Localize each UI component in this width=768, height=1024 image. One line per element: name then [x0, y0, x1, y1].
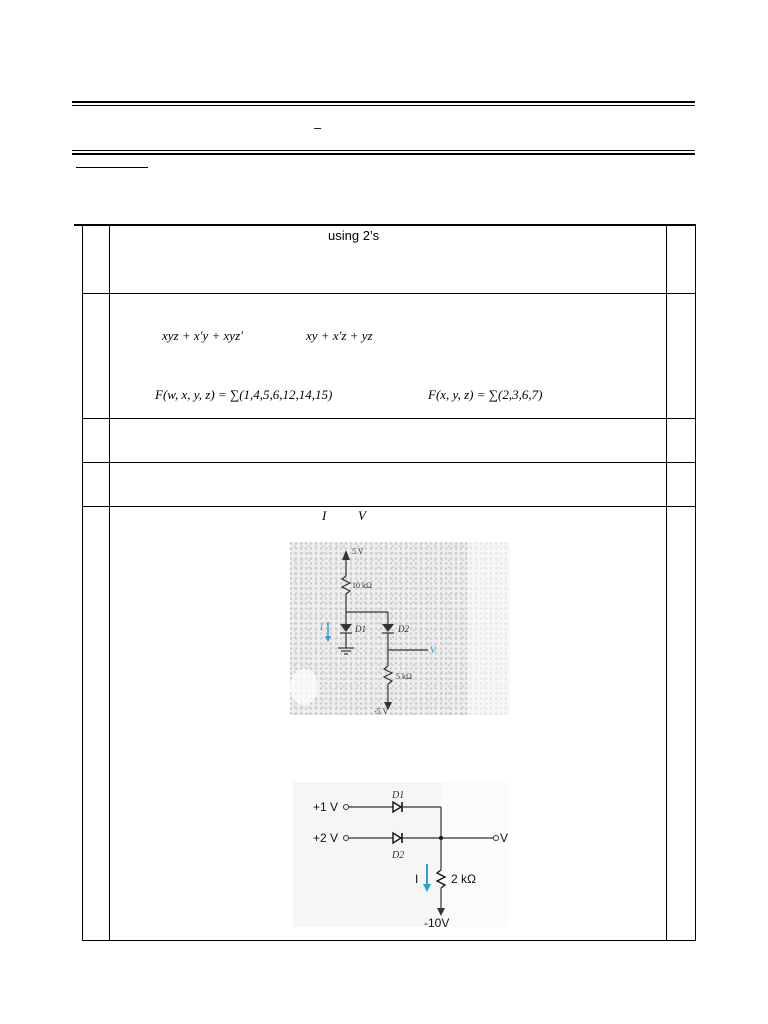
q4-mark-cell — [667, 463, 696, 507]
c2-input1: +1 V — [313, 800, 339, 814]
c2-supply: -10V — [424, 916, 450, 927]
c1-bottom-supply: -5 V — [374, 707, 389, 715]
q1-mark-cell — [667, 226, 696, 294]
header-top-rule-2 — [72, 105, 695, 106]
q2-function-b: F(x, y, z) = ∑(2,3,6,7) — [428, 387, 543, 402]
q2-mark-cell — [667, 294, 696, 419]
q4-content-cell — [110, 463, 667, 507]
q3-content-cell — [110, 419, 667, 463]
header-underline-short — [76, 167, 148, 168]
header-top-rule-1 — [72, 101, 695, 103]
q1-number-cell — [83, 226, 110, 294]
header-bottom-rule-1 — [72, 150, 695, 151]
q3-number-cell — [83, 419, 110, 463]
q5-content-cell — [110, 507, 667, 941]
q5-number-cell — [83, 507, 110, 941]
c1-top-supply: 5 V — [352, 547, 364, 556]
c1-top-resistor: 10 kΩ — [352, 581, 372, 590]
q5-label-v: V — [358, 508, 366, 523]
q1-text: using 2’s — [328, 228, 380, 243]
header-bottom-rule-2 — [72, 153, 695, 155]
q5-mark-cell — [667, 507, 696, 941]
header-dash: – — [314, 120, 322, 135]
c1-bottom-resistor: 5 kΩ — [396, 672, 412, 681]
circuit-1-schematic — [290, 542, 510, 715]
questions-table — [82, 225, 696, 941]
c2-diode2: D2 — [392, 850, 405, 861]
circuit-2-figure — [293, 782, 509, 927]
q5-label-i: I — [322, 508, 327, 523]
q2-number-cell — [83, 294, 110, 419]
q2-expression-a: xyz + x′y + xyz′ — [162, 328, 243, 343]
c2-diode1: D1 — [392, 790, 405, 801]
circuit-2-schematic — [293, 782, 509, 927]
c2-current: I — [415, 872, 419, 886]
q2-expression-b: xy + x′z + yz — [306, 328, 373, 343]
c1-output: V — [430, 645, 436, 655]
q2-function-a: F(w, x, y, z) = ∑(1,4,5,6,12,14,15) — [155, 387, 333, 402]
q2-content-cell — [110, 294, 667, 419]
q1-content-cell — [110, 226, 667, 294]
c1-current: I — [320, 622, 323, 632]
c1-diode2: D2 — [398, 624, 409, 634]
q3-mark-cell — [667, 419, 696, 463]
circuit-1-figure — [290, 542, 510, 715]
q4-number-cell — [83, 463, 110, 507]
c2-resistor: 2 kΩ — [451, 872, 476, 886]
c2-input2: +2 V — [313, 831, 339, 845]
c2-output: V — [500, 831, 509, 845]
c1-diode1: D1 — [355, 624, 366, 634]
